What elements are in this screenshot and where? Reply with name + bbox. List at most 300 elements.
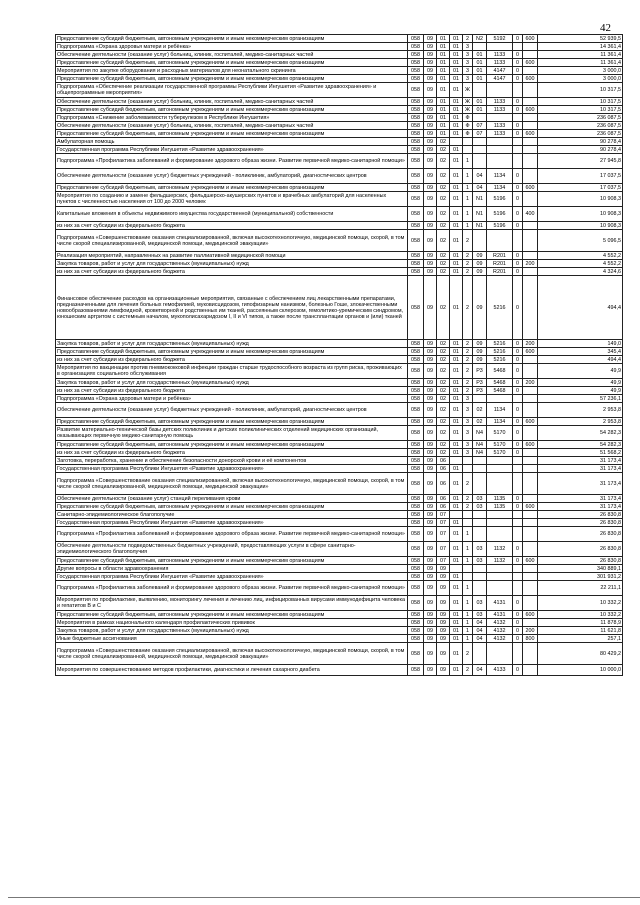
ministry-code: 058 xyxy=(408,611,424,619)
row-name: Реализация мероприятий, направленных на развитие паллиативной медицинской помощи xyxy=(56,252,408,260)
subsection-code: 02 xyxy=(437,192,450,207)
event-code xyxy=(473,146,487,154)
program-code: 01 xyxy=(450,473,463,495)
reserve-code: 0 xyxy=(513,340,523,348)
row-amount: 4 552,2 xyxy=(538,260,623,268)
section-code: 09 xyxy=(424,130,437,138)
expense-type-code xyxy=(523,449,538,457)
program-code: 01 xyxy=(450,35,463,43)
direction-code: 5196 xyxy=(487,222,513,230)
section-code: 09 xyxy=(424,473,437,495)
subprogram-code: 1 xyxy=(463,581,473,596)
expense-type-code xyxy=(523,252,538,260)
event-code: 09 xyxy=(473,260,487,268)
subprogram-code: 3 xyxy=(463,51,473,59)
event-code: N1 xyxy=(473,192,487,207)
subsection-code: 07 xyxy=(437,527,450,542)
reserve-code: 0 xyxy=(513,268,523,276)
subprogram-code: 1 xyxy=(463,154,473,169)
section-code: 09 xyxy=(424,122,437,130)
direction-code: 1134 xyxy=(487,403,513,418)
expense-type-code xyxy=(523,596,538,611)
row-name: Обеспечение деятельности (оказание услуг) станций переливания крови xyxy=(56,495,408,503)
event-code: N1 xyxy=(473,207,487,222)
subsection-code: 09 xyxy=(437,635,450,643)
reserve-code: 0 xyxy=(513,192,523,207)
reserve-code: 0 xyxy=(513,426,523,441)
ministry-code: 058 xyxy=(408,340,424,348)
event-code: 03 xyxy=(473,611,487,619)
ministry-code: 058 xyxy=(408,252,424,260)
table-row xyxy=(56,387,623,395)
event-code: N2 xyxy=(473,35,487,43)
subprogram-code xyxy=(463,457,473,465)
direction-code: 5196 xyxy=(487,192,513,207)
row-amount: 11 621,8 xyxy=(538,627,623,635)
section-code: 09 xyxy=(424,527,437,542)
reserve-code xyxy=(513,43,523,51)
event-code: 04 xyxy=(473,169,487,184)
program-code: 01 xyxy=(450,230,463,252)
row-amount: 2 953,8 xyxy=(538,418,623,426)
event-code: 02 xyxy=(473,418,487,426)
direction-code xyxy=(487,83,513,98)
table-row xyxy=(56,418,623,426)
event-code: P3 xyxy=(473,379,487,387)
expense-type-code: 200 xyxy=(523,627,538,635)
table-row xyxy=(56,75,623,83)
subsection-code: 09 xyxy=(437,619,450,627)
program-code: 01 xyxy=(450,495,463,503)
subsection-code: 01 xyxy=(437,98,450,106)
subsection-code: 09 xyxy=(437,565,450,573)
subprogram-code: 3 xyxy=(463,43,473,51)
program-code: 01 xyxy=(450,207,463,222)
row-amount: 2 953,8 xyxy=(538,403,623,418)
reserve-code: 0 xyxy=(513,379,523,387)
subprogram-code xyxy=(463,519,473,527)
expense-type-code xyxy=(523,519,538,527)
direction-code: 1133 xyxy=(487,106,513,114)
direction-code: 1133 xyxy=(487,130,513,138)
table-row xyxy=(56,619,623,627)
subsection-code: 01 xyxy=(437,122,450,130)
event-code xyxy=(473,573,487,581)
expense-type-code xyxy=(523,619,538,627)
ministry-code: 058 xyxy=(408,511,424,519)
section-code: 09 xyxy=(424,75,437,83)
section-code: 09 xyxy=(424,395,437,403)
reserve-code: 0 xyxy=(513,106,523,114)
event-code xyxy=(473,465,487,473)
event-code: 09 xyxy=(473,252,487,260)
subprogram-code: 1 xyxy=(463,207,473,222)
table-row xyxy=(56,527,623,542)
subsection-code: 02 xyxy=(437,169,450,184)
row-name: Предоставление субсидий бюджетным, автономным учреждениям и иным некоммерческим организациям xyxy=(56,184,408,192)
section-code: 09 xyxy=(424,542,437,557)
event-code xyxy=(473,230,487,252)
ministry-code: 058 xyxy=(408,43,424,51)
ministry-code: 058 xyxy=(408,473,424,495)
event-code: 01 xyxy=(473,67,487,75)
direction-code: 5216 xyxy=(487,276,513,340)
subprogram-code: 2 xyxy=(463,260,473,268)
expense-type-code xyxy=(523,83,538,98)
subsection-code: 09 xyxy=(437,581,450,596)
subprogram-code: 3 xyxy=(463,449,473,457)
program-code: 01 xyxy=(450,387,463,395)
subprogram-code: 3 xyxy=(463,426,473,441)
subsection-code: 02 xyxy=(437,449,450,457)
program-code: 01 xyxy=(450,130,463,138)
expense-type-code xyxy=(523,387,538,395)
ministry-code: 058 xyxy=(408,184,424,192)
direction-code: R201 xyxy=(487,260,513,268)
subprogram-code: Ж xyxy=(463,106,473,114)
subprogram-code: 1 xyxy=(463,527,473,542)
expense-type-code: 400 xyxy=(523,207,538,222)
program-code: 01 xyxy=(450,465,463,473)
event-code: 09 xyxy=(473,340,487,348)
row-name: Обеспечение деятельности (оказание услуг) бюджетных учреждений - поликлиник, амбулаторий, диагностических центров xyxy=(56,403,408,418)
row-name: Подпрограмма «Совершенствование оказания специализированной, включая высокотехнологичную, медицинской помощи, скорой, в том числе скорой специализированной, медицинской помощи, медицинской эвакуации» xyxy=(56,643,408,665)
event-code xyxy=(473,138,487,146)
table-row xyxy=(56,138,623,146)
ministry-code: 058 xyxy=(408,465,424,473)
subsection-code: 07 xyxy=(437,511,450,519)
subsection-code: 02 xyxy=(437,356,450,364)
subsection-code: 02 xyxy=(437,364,450,379)
row-name: Подпрограмма «Профилактика заболеваний и формирование здорового образа жизни. Развитие первичной медико-санитарной помощи» xyxy=(56,154,408,169)
program-code: 01 xyxy=(450,59,463,67)
ministry-code: 058 xyxy=(408,260,424,268)
program-code: 01 xyxy=(450,348,463,356)
expense-type-code xyxy=(523,356,538,364)
table-row xyxy=(56,146,623,154)
subprogram-code: 2 xyxy=(463,379,473,387)
ministry-code: 058 xyxy=(408,627,424,635)
reserve-code xyxy=(513,230,523,252)
reserve-code: 0 xyxy=(513,348,523,356)
subprogram-code: 1 xyxy=(463,222,473,230)
reserve-code xyxy=(513,465,523,473)
direction-code: 4132 xyxy=(487,619,513,627)
ministry-code: 058 xyxy=(408,356,424,364)
expense-type-code xyxy=(523,573,538,581)
direction-code xyxy=(487,573,513,581)
event-code: 01 xyxy=(473,59,487,67)
ministry-code: 058 xyxy=(408,418,424,426)
expense-type-code: 600 xyxy=(523,611,538,619)
expense-type-code xyxy=(523,51,538,59)
expense-type-code xyxy=(523,230,538,252)
row-name: Предоставление субсидий бюджетным, автономным учреждениям и иным некоммерческим организациям xyxy=(56,106,408,114)
reserve-code: 0 xyxy=(513,59,523,67)
row-amount: 236 087,5 xyxy=(538,114,623,122)
subprogram-code xyxy=(463,565,473,573)
row-amount: 49,9 xyxy=(538,364,623,379)
row-name: Мероприятия по созданию и замене фельдшерских, фельдшерско-акушерских пунктов и врачебных амбулаторий для населенных пунктов с численностью населения от 100 до 2000 человек xyxy=(56,192,408,207)
direction-code xyxy=(487,230,513,252)
subprogram-code: 2 xyxy=(463,35,473,43)
subsection-code: 02 xyxy=(437,252,450,260)
table-row xyxy=(56,114,623,122)
table-row xyxy=(56,441,623,449)
expense-type-code: 600 xyxy=(523,75,538,83)
reserve-code xyxy=(513,114,523,122)
ministry-code: 058 xyxy=(408,519,424,527)
row-name: из них за счет субсидии из федерального бюджета xyxy=(56,222,408,230)
ministry-code: 058 xyxy=(408,35,424,43)
table-row xyxy=(56,573,623,581)
event-code: 03 xyxy=(473,596,487,611)
row-name: Капитальные вложения в объекты недвижимого имущества государственной (муниципальной) собственности xyxy=(56,207,408,222)
row-name: Мероприятия по совершенствованию методов профилактики, диагностики и лечения сахарного диабета xyxy=(56,665,408,676)
event-code xyxy=(473,511,487,519)
subsection-code: 01 xyxy=(437,130,450,138)
table-row xyxy=(56,130,623,138)
reserve-code: 0 xyxy=(513,98,523,106)
subprogram-code: 2 xyxy=(463,348,473,356)
event-code xyxy=(473,43,487,51)
direction-code xyxy=(487,465,513,473)
ministry-code: 058 xyxy=(408,192,424,207)
event-code: 09 xyxy=(473,268,487,276)
subprogram-code: 1 xyxy=(463,596,473,611)
section-code: 09 xyxy=(424,596,437,611)
direction-code xyxy=(487,395,513,403)
expense-type-code xyxy=(523,222,538,230)
program-code: 01 xyxy=(450,276,463,340)
direction-code: 5216 xyxy=(487,356,513,364)
ministry-code: 058 xyxy=(408,59,424,67)
reserve-code: 0 xyxy=(513,542,523,557)
section-code: 09 xyxy=(424,503,437,511)
event-code: N4 xyxy=(473,426,487,441)
row-amount: 22 211,1 xyxy=(538,581,623,596)
row-amount: 10 908,3 xyxy=(538,222,623,230)
reserve-code: 0 xyxy=(513,627,523,635)
event-code: 03 xyxy=(473,542,487,557)
reserve-code: 0 xyxy=(513,122,523,130)
row-amount: 51 568,2 xyxy=(538,449,623,457)
subprogram-code: 3 xyxy=(463,403,473,418)
event-code: P3 xyxy=(473,364,487,379)
subsection-code: 02 xyxy=(437,403,450,418)
row-amount: 26 830,8 xyxy=(538,557,623,565)
reserve-code: 0 xyxy=(513,503,523,511)
ministry-code: 058 xyxy=(408,83,424,98)
subprogram-code: 1 xyxy=(463,619,473,627)
ministry-code: 058 xyxy=(408,619,424,627)
subsection-code: 07 xyxy=(437,542,450,557)
expense-type-code xyxy=(523,581,538,596)
ministry-code: 058 xyxy=(408,379,424,387)
row-amount: 10 317,5 xyxy=(538,106,623,114)
section-code: 09 xyxy=(424,192,437,207)
subprogram-code: 2 xyxy=(463,665,473,676)
row-amount: 10 332,2 xyxy=(538,596,623,611)
event-code: 02 xyxy=(473,403,487,418)
reserve-code: 0 xyxy=(513,75,523,83)
row-name: Подпрограмма «Совершенствование оказания специализированной, включая высокотехнологичную, медицинской помощи, скорой, в том числе скорой специализированной, медицинской помощи, медицинской эвакуации» xyxy=(56,473,408,495)
row-amount: 10 317,5 xyxy=(538,83,623,98)
section-code: 09 xyxy=(424,340,437,348)
subprogram-code xyxy=(463,146,473,154)
event-code xyxy=(473,527,487,542)
event-code: 09 xyxy=(473,276,487,340)
row-name: Обеспечение деятельности (оказание услуг) больниц, клиник, госпиталей, медико-санитарных частей xyxy=(56,98,408,106)
table-row xyxy=(56,169,623,184)
subprogram-code: 1 xyxy=(463,169,473,184)
subsection-code: 01 xyxy=(437,35,450,43)
table-row xyxy=(56,565,623,573)
ministry-code: 058 xyxy=(408,503,424,511)
table-row xyxy=(56,665,623,676)
subsection-code: 06 xyxy=(437,457,450,465)
expense-type-code xyxy=(523,192,538,207)
reserve-code xyxy=(513,581,523,596)
section-code: 09 xyxy=(424,138,437,146)
program-code: 01 xyxy=(450,340,463,348)
subprogram-code: 3 xyxy=(463,67,473,75)
table-body xyxy=(56,35,623,676)
section-code: 09 xyxy=(424,495,437,503)
reserve-code xyxy=(513,154,523,169)
table-row xyxy=(56,635,623,643)
row-name: Закупка товаров, работ и услуг для государственных (муниципальных) нужд xyxy=(56,260,408,268)
ministry-code: 058 xyxy=(408,527,424,542)
event-code xyxy=(473,581,487,596)
row-name: Государственная программа Республики Ингушетия «Развитие здравоохранения» xyxy=(56,573,408,581)
reserve-code: 0 xyxy=(513,51,523,59)
ministry-code: 058 xyxy=(408,138,424,146)
program-code: 01 xyxy=(450,395,463,403)
reserve-code: 0 xyxy=(513,222,523,230)
expense-type-code xyxy=(523,473,538,495)
direction-code: 4131 xyxy=(487,596,513,611)
subsection-code: 09 xyxy=(437,573,450,581)
table-row xyxy=(56,465,623,473)
expense-type-code: 200 xyxy=(523,340,538,348)
reserve-code xyxy=(513,643,523,665)
reserve-code: 0 xyxy=(513,35,523,43)
subprogram-code: 2 xyxy=(463,643,473,665)
table-row xyxy=(56,35,623,43)
row-name: Предоставление субсидий бюджетным, автономным учреждениям и иным некоммерческим организациям xyxy=(56,59,408,67)
row-name: Подпрограмма «Снижение заболеваемости туберкулезом в Республике Ингушетия» xyxy=(56,114,408,122)
reserve-code: 0 xyxy=(513,184,523,192)
subprogram-code: 2 xyxy=(463,276,473,340)
row-name: Заготовка, переработка, хранение и обеспечение безопасности донорской крови и её компонентов xyxy=(56,457,408,465)
event-code xyxy=(473,395,487,403)
program-code: 01 xyxy=(450,122,463,130)
expense-type-code xyxy=(523,403,538,418)
table-row xyxy=(56,511,623,519)
expense-type-code xyxy=(523,542,538,557)
row-amount: 90 278,4 xyxy=(538,138,623,146)
program-code: 01 xyxy=(450,222,463,230)
table-row xyxy=(56,51,623,59)
subsection-code: 09 xyxy=(437,596,450,611)
row-name: Закупка товаров, работ и услуг для государственных (муниципальных) нужд xyxy=(56,340,408,348)
program-code: 01 xyxy=(450,542,463,557)
expense-type-code: 600 xyxy=(523,348,538,356)
direction-code: R201 xyxy=(487,252,513,260)
program-code: 01 xyxy=(450,527,463,542)
reserve-code xyxy=(513,519,523,527)
ministry-code: 058 xyxy=(408,573,424,581)
row-name: Подпрограмма «Обеспечение реализации государственной программы Республики Ингушетия «Развитие здравоохранения» и общепрограммные мероприятия» xyxy=(56,83,408,98)
program-code: 01 xyxy=(450,106,463,114)
section-code: 09 xyxy=(424,207,437,222)
table-row xyxy=(56,627,623,635)
subprogram-code: 1 xyxy=(463,635,473,643)
subprogram-code: 1 xyxy=(463,542,473,557)
expense-type-code xyxy=(523,122,538,130)
reserve-code: 0 xyxy=(513,611,523,619)
row-amount: 14 361,4 xyxy=(538,43,623,51)
section-code: 09 xyxy=(424,511,437,519)
section-code: 09 xyxy=(424,643,437,665)
section-code: 09 xyxy=(424,252,437,260)
subprogram-code: 1 xyxy=(463,192,473,207)
row-name: из них за счет субсидии из федерального бюджета xyxy=(56,387,408,395)
expense-type-code xyxy=(523,268,538,276)
table-row xyxy=(56,473,623,495)
subsection-code: 02 xyxy=(437,154,450,169)
reserve-code: 0 xyxy=(513,557,523,565)
section-code: 09 xyxy=(424,35,437,43)
reserve-code xyxy=(513,527,523,542)
event-code xyxy=(473,565,487,573)
program-code xyxy=(450,511,463,519)
subsection-code: 01 xyxy=(437,59,450,67)
row-name: Подпрограмма «Охрана здоровья матери и ребёнка» xyxy=(56,395,408,403)
row-amount: 345,4 xyxy=(538,348,623,356)
section-code: 09 xyxy=(424,581,437,596)
subsection-code: 01 xyxy=(437,43,450,51)
program-code xyxy=(450,565,463,573)
expense-type-code xyxy=(523,43,538,51)
subprogram-code: Ф xyxy=(463,114,473,122)
row-amount: 31 173,4 xyxy=(538,473,623,495)
row-name: Санитарно-эпидемиологическое благополучие xyxy=(56,511,408,519)
subsection-code: 02 xyxy=(437,441,450,449)
reserve-code: 0 xyxy=(513,169,523,184)
expense-type-code xyxy=(523,457,538,465)
section-code: 09 xyxy=(424,635,437,643)
subsection-code: 07 xyxy=(437,519,450,527)
section-code: 09 xyxy=(424,441,437,449)
table-row xyxy=(56,426,623,441)
subsection-code: 01 xyxy=(437,75,450,83)
subprogram-code: 1 xyxy=(463,184,473,192)
expense-type-code xyxy=(523,154,538,169)
program-code: 01 xyxy=(450,43,463,51)
table-row xyxy=(56,557,623,565)
budget-table xyxy=(55,34,623,676)
direction-code: 1134 xyxy=(487,184,513,192)
row-name: Предоставление субсидий бюджетным, автономным учреждениям и иным некоммерческим организациям xyxy=(56,130,408,138)
program-code: 01 xyxy=(450,75,463,83)
reserve-code: 0 xyxy=(513,665,523,676)
subsection-code: 02 xyxy=(437,230,450,252)
program-code: 01 xyxy=(450,449,463,457)
table-row xyxy=(56,98,623,106)
row-amount: 27 945,8 xyxy=(538,154,623,169)
